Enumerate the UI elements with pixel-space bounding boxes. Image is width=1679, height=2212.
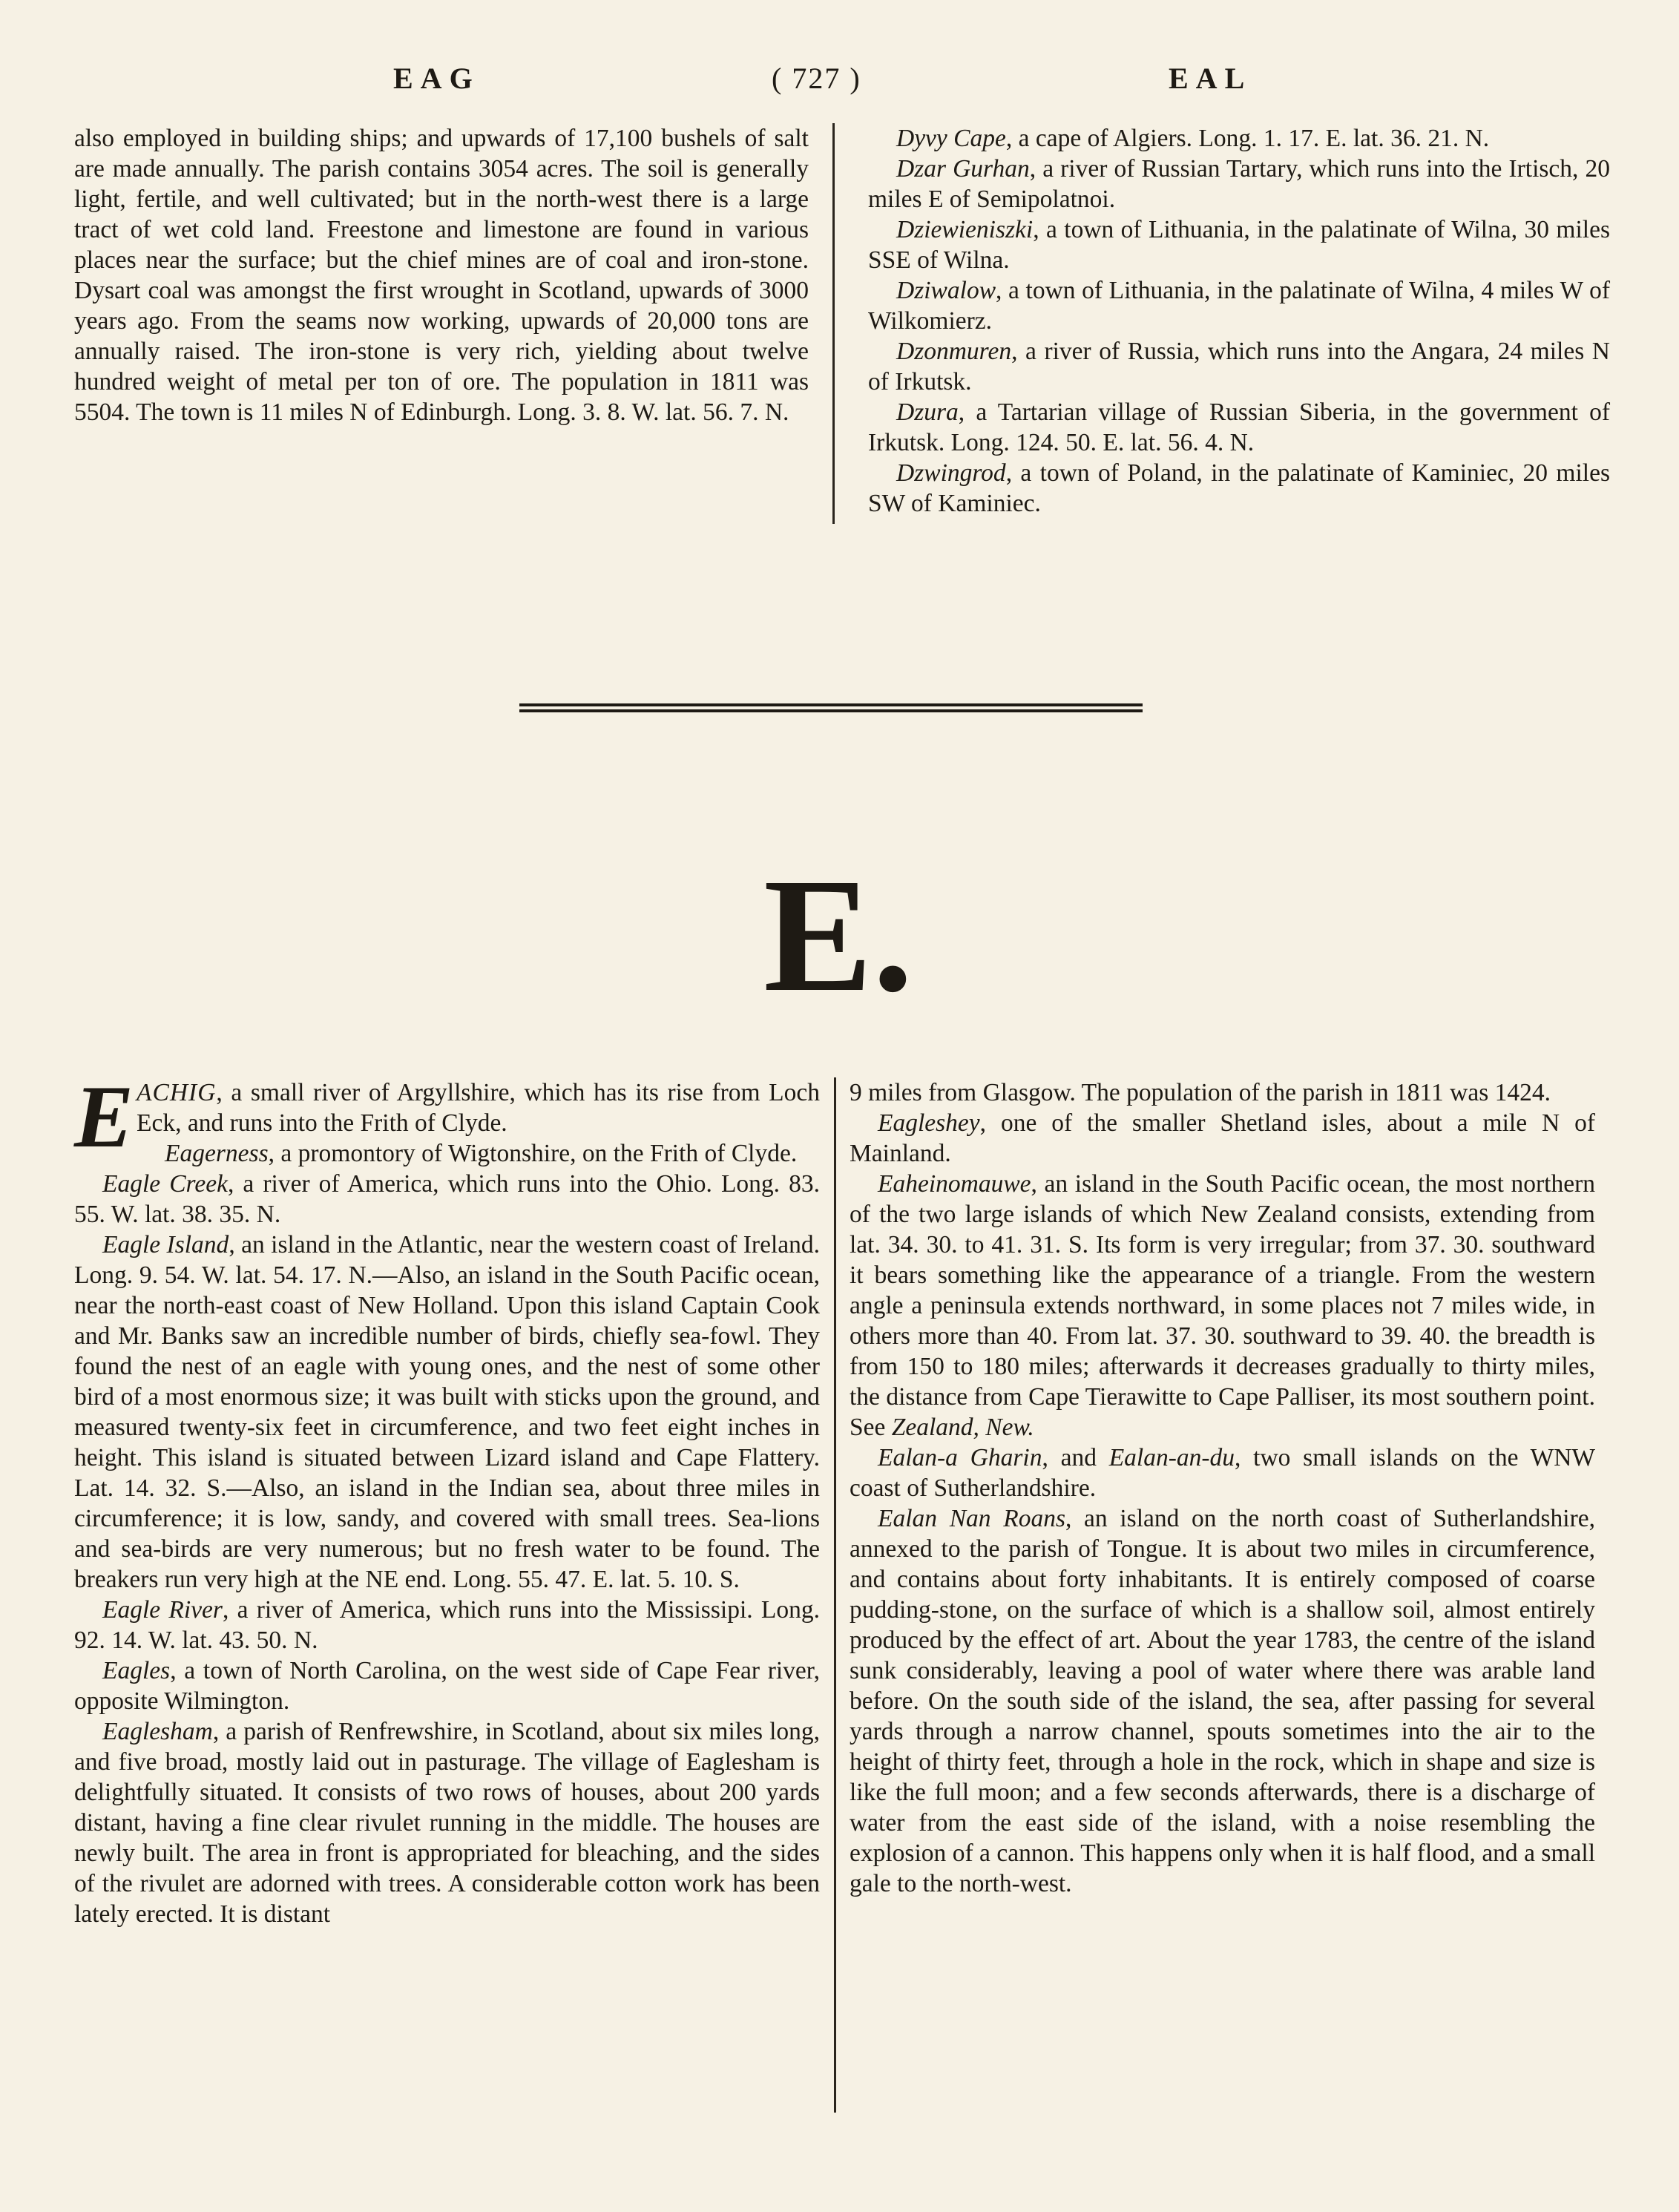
- continued-paragraph: also employed in building ships; and upwards of 17,100 bushels of salt are made annually. The parish contains 3054 acres. The soil is generally light, fertile, and well cultivated; but in the north-west there is a large tract of wet cold land. Freestone and limestone are found in various places near the surface; but the chief mines are of coal and iron-stone. Dysart coal was amongst the first wrought in Scotland, upwards of 3000 years ago. From the seams now working, upwards of 20,000 tons are annually raised. The iron-stone is very rich, yielding about twelve hundred weight of metal per ton of ore. The population in 1811 was 5504. The town is 11 miles N of Edinburgh. Long. 3. 8. W. lat. 56. 7. N.: [74, 125, 809, 426]
- entry-term: Eagles: [102, 1657, 171, 1684]
- entry-text: , a Tartarian village of Russian Siberia, in the government of Irkutsk. Long. 124. 50. E. lat. 56. 4. N.: [868, 398, 1610, 456]
- entry-ealan-a-gharin: [850, 1443, 1595, 1503]
- entry-eaglesham: [74, 1716, 820, 1929]
- entry-term: Eagleshey: [878, 1109, 980, 1137]
- entry-term: Dziewieniszki: [896, 216, 1034, 243]
- entry-text: , two small islands on the WNW coast of Sutherlandshire.: [850, 1444, 1596, 1502]
- entry-text: , a town of Poland, in the palatinate of Kaminiec, 20 miles SW of Kaminiec.: [868, 459, 1610, 517]
- entry-text: , one of the smaller Shetland isles, about a mile N of Mainland.: [850, 1109, 1595, 1167]
- entry-text: , a parish of Renfrewshire, in Scotland, about six miles long, and five broad, mostly laid out in pasturage. The village of Eaglesham is delightfully situated. It consists of two rows of houses, about 200 yards distant, having a fine clear rivulet running in the middle. The houses are newly built. The area in front is appropriated for bleaching, and the sides of the rivulet are adorned with trees. A considerable cotton work has been lately erected. It is distant: [74, 1718, 820, 1928]
- entry-term: Dzwingrod: [896, 459, 1006, 487]
- entry-text: , a cape of Algiers. Long. 1. 17. E. lat. 36. 21. N.: [1005, 125, 1490, 152]
- entry-dyvy-cape: [868, 123, 1610, 154]
- entry-eagle-river: [74, 1595, 820, 1655]
- bottom-left-column: [74, 1067, 821, 1929]
- entry-text: , a town of Lithuania, in the palatinate of Wilna, 30 miles SSE of Wilna.: [868, 216, 1610, 274]
- entry-eagerness: [74, 1138, 820, 1169]
- entry-text: , a town of North Carolina, on the west side of Cape Fear river, opposite Wilmington.: [74, 1657, 820, 1715]
- entry-text: , a promontory of Wigtonshire, on the Frith of Clyde.: [268, 1140, 798, 1167]
- entry-text: , an island in the Atlantic, near the western coast of Ireland. Long. 9. 54. W. lat. 54. 17. N.—Also, an island in the South Pacific ocean, near the north-east coast of New Holland. Upon this island Captain Cook and Mr. Banks saw an incredible number of birds, chiefly sea-fowl. They found the nest of an eagle with young ones, and the nest of some other bird of a most enormous size; it was built with sticks upon the ground, and measured twenty-six feet in circumference, and two feet eight inches in height. This island is situated between Lizard island and Cape Flattery. Lat. 14. 32. S.—Also, an island in the Indian sea, about three miles in circumference; it is low, sandy, and covered with small trees. Sea-lions and sea-birds are very numerous; but no fresh water to be found. The breakers run very high at the NE end. Long. 55. 47. E. lat. 5. 10. S.: [74, 1231, 821, 1593]
- entry-term: Dzar Gurhan: [896, 155, 1030, 183]
- top-right-column: [868, 123, 1610, 519]
- entry-text: , a river of Russian Tartary, which runs into the Irtisch, 20 miles E of Semipolatnoi.: [868, 155, 1611, 213]
- entry-term-secondary: Ealan-an-du: [1108, 1444, 1235, 1471]
- entry-term: Dyvy Cape: [896, 125, 1006, 152]
- entry-eaheinomauwe: [850, 1169, 1595, 1443]
- section-divider-rule: [519, 703, 1143, 712]
- entry-eagleshey: [850, 1108, 1595, 1169]
- column-divider-bottom: [834, 1077, 836, 2113]
- bottom-right-column: [850, 1077, 1595, 1899]
- entry-text: , a small river of Argyllshire, which has its rise from Loch Eck, and runs into the Frith of Clyde.: [137, 1079, 820, 1137]
- entry-ealan-nan-roans: [850, 1503, 1595, 1899]
- entry-term: Eagle Creek: [102, 1170, 228, 1198]
- entry-dzar-gurhan: [868, 154, 1610, 214]
- entry-text: , a river of Russia, which runs into the Angara, 24 miles N of Irkutsk.: [868, 338, 1610, 396]
- header-right-guideword: EAL: [1169, 62, 1252, 95]
- entry-text: , a town of Lithuania, in the palatinate of Wilna, 4 miles W of Wilkomierz.: [868, 277, 1610, 335]
- entry-dzura: [868, 397, 1610, 458]
- entry-text: , and: [1042, 1444, 1109, 1471]
- entry-text: , a river of America, which runs into the Mississipi. Long. 92. 14. W. lat. 43. 50. N.: [74, 1596, 820, 1654]
- entry-eagles: [74, 1655, 820, 1716]
- entry-text: , an island in the South Pacific ocean, the most northern of the two large islands of which New Zealand consists, extending from lat. 34. 30. to 41. 31. S. Its form is very irregular; from 37. 30. southward it bears something like the appearance of a triangle. From the western angle a peninsula extends northward, in some places not 7 miles wide, in others more than 40. From lat. 37. 30. southward to 39. 40. the breadth is from 150 to 180 miles; afterwards it decreases gradually to thirty miles, the distance from Cape Tierawitte to Cape Palliser, its most southern point. See: [850, 1170, 1595, 1441]
- entry-term: Eagle River: [102, 1596, 223, 1624]
- drop-cap: E: [74, 1067, 134, 1166]
- entry-term: Ealan-a Gharin: [878, 1444, 1042, 1471]
- entry-term: Eaheinomauwe: [878, 1170, 1031, 1198]
- continued-paragraph: 9 miles from Glasgow. The population of the parish in 1811 was 1424.: [850, 1079, 1551, 1106]
- entry-eagle-island: [74, 1230, 820, 1595]
- cross-reference: Zealand, New.: [891, 1414, 1034, 1441]
- header-left-guideword: EAG: [393, 62, 480, 95]
- entry-term: Eagle Island: [102, 1231, 229, 1258]
- entry-term: Dzonmuren: [896, 338, 1012, 365]
- entry-dziwalow: [868, 275, 1610, 336]
- entry-term: Ealan Nan Roans: [878, 1505, 1065, 1532]
- entry-term: Dzura: [896, 398, 959, 426]
- top-left-column: [74, 123, 809, 427]
- entry-term: ACHIG: [137, 1079, 217, 1106]
- section-letter: E.: [763, 844, 913, 1025]
- page-number: ( 727 ): [772, 62, 861, 95]
- entry-term: Eaglesham: [102, 1718, 213, 1745]
- entry-text: , a river of America, which runs into the Ohio. Long. 83. 55. W. lat. 38. 35. N.: [74, 1170, 820, 1228]
- entry-dzwingrod: [868, 458, 1610, 519]
- entry-text: , an island on the north coast of Sutherlandshire, annexed to the parish of Tongue. It is about two miles in circumference, and contains about forty inhabitants. It is entirely composed of coarse pudding-stone, on the surface of which is a shallow soil, almost entirely produced by the effect of art. About the year 1783, the centre of the island sunk considerably, leaving a pool of water where there was arable land before. On the south side of the island, the sea, after passing for several yards through a narrow channel, spouts sometimes into the air to the height of thirty feet, through a hole in the rock, which in shape and size is like the full moon; and a few seconds afterwards, there is a discharge of water from the east side of the island, with a noise resembling the explosion of a cannon. This happens only when it is half flood, and a small gale to the north-west.: [850, 1505, 1595, 1897]
- column-divider-top: [832, 123, 835, 524]
- entry-term: Dziwalow: [896, 277, 996, 304]
- page-header: [0, 61, 1679, 105]
- entry-dziewieniszki: [868, 214, 1610, 275]
- entry-dzonmuren: [868, 336, 1610, 397]
- entry-eagle-creek: [74, 1169, 820, 1230]
- entry-term: Eagerness: [165, 1140, 269, 1167]
